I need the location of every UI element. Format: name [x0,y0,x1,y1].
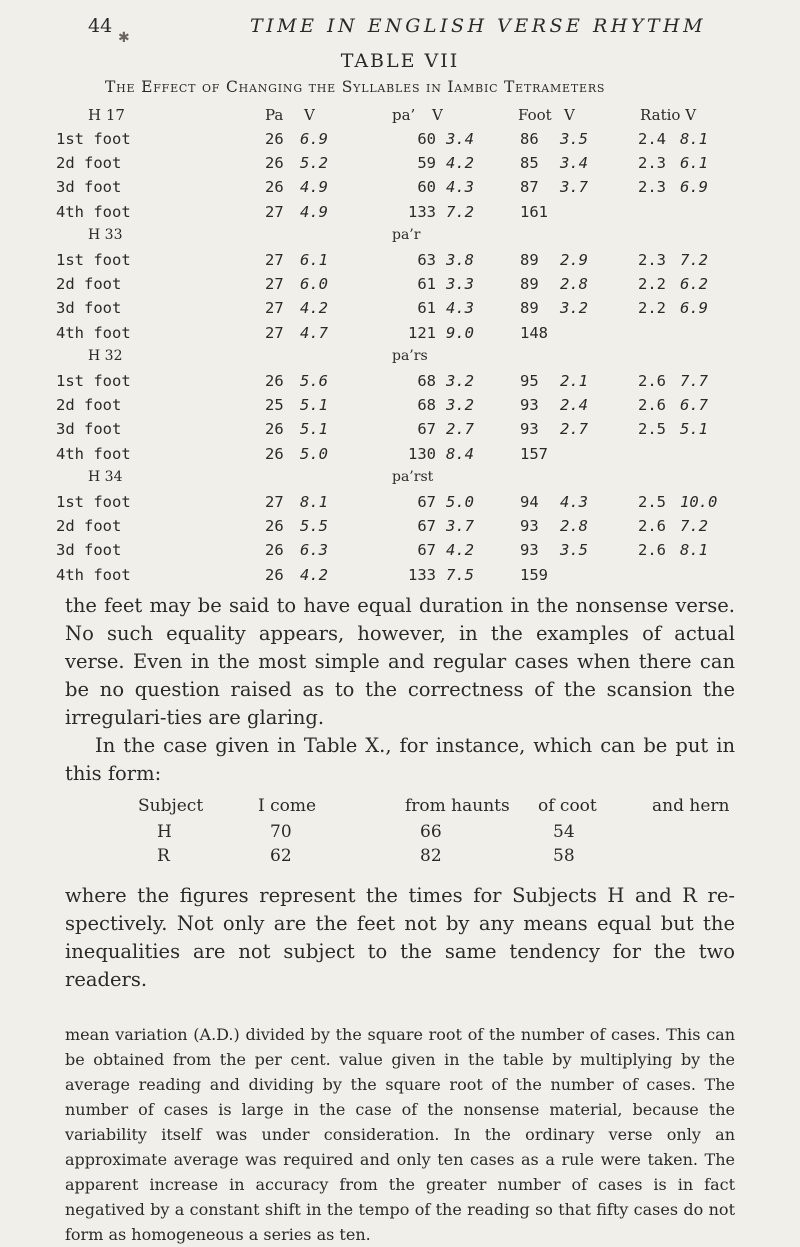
table-cell-r: 2.2 [638,275,666,294]
table-cell-pa2: 130 [408,444,436,463]
table-cell-foot: 3d foot [56,420,122,439]
table-cell-rv: 6.1 [680,154,708,173]
table-cell-v2: 3.7 [446,517,474,536]
table-cell-rv: 6.2 [680,275,708,294]
table-cell-foot: 4th foot [56,565,131,584]
table-cell-v2: 4.2 [446,154,474,173]
table-cell-f: 157 [520,444,548,463]
table-cell-pa2: 133 [408,565,436,584]
table-cell-foot: 1st foot [56,251,131,269]
table-cell-pa2: 67 [417,517,436,536]
group-label: H 32 [88,347,123,364]
table-cell-v3: 2.1 [560,372,588,390]
group-label: H 33 [88,226,123,243]
table-label: TABLE VII [340,50,460,72]
table-cell-f: 161 [520,202,548,221]
table-cell-rv: 8.1 [680,130,708,148]
table-cell-f: 89 [520,275,539,294]
example-row-h-3: 54 [553,822,575,842]
table-cell-pa: 27 [265,323,284,342]
table-cell-pa: 27 [265,275,284,294]
table-cell-v1: 5.1 [300,396,328,415]
table-cell-foot: 4th foot [56,202,131,221]
body-paragraph-3-wrap [65,882,735,994]
table-cell-v2: 4.2 [446,541,474,560]
group-label: H 34 [88,468,123,485]
table-cell-rv: 6.9 [680,178,708,197]
table-cell-r: 2.6 [638,372,666,390]
table-cell-v2: 4.3 [446,178,474,197]
example-row-r-1: 62 [270,846,292,866]
running-head: TIME IN ENGLISH VERSE RHYTHM [250,15,707,37]
col-header-v3: V [564,106,575,124]
example-row-r-3: 58 [553,846,575,866]
table-cell-pa: 26 [265,444,284,463]
group-sublabel: pa’rst [392,468,434,485]
table-cell-v2: 3.4 [446,130,474,148]
table-cell-rv: 6.7 [680,396,708,415]
table-cell-foot: 4th foot [56,444,131,463]
table-cell-v1: 5.6 [300,372,328,390]
table-cell-v3: 4.3 [560,493,588,511]
table-cell-rv: 6.9 [680,299,708,318]
table-cell-r: 2.6 [638,541,666,560]
table-cell-v1: 6.0 [300,275,328,294]
table-cell-f: 148 [520,323,548,342]
example-header-2: from haunts [405,796,510,816]
table-cell-v3: 3.5 [560,130,588,148]
col-header-v1: V [304,106,315,124]
table-cell-pa2: 60 [417,130,436,148]
col-header-pa: Pa [265,106,284,124]
table-cell-v3: 2.4 [560,396,588,415]
group-sublabel: pa’rs [392,347,428,364]
col-header-subject: H 17 [88,106,125,124]
table-cell-rv: 8.1 [680,541,708,560]
example-row-h-subject: H [157,822,172,842]
table-cell-pa2: 67 [417,420,436,439]
table-cell-pa: 26 [265,565,284,584]
table-cell-f: 93 [520,541,539,560]
footnote-text [65,1022,735,1247]
table-cell-f: 85 [520,154,539,173]
table-cell-pa2: 59 [417,154,436,173]
table-cell-v3: 3.4 [560,154,588,173]
table-cell-r: 2.3 [638,154,666,173]
table-cell-pa2: 68 [417,396,436,415]
table-cell-v3: 2.8 [560,275,588,294]
example-row-r-subject: R [157,846,170,866]
table-cell-f: 93 [520,396,539,415]
table-cell-pa2: 68 [417,372,436,390]
table-cell-pa2: 61 [417,299,436,318]
table-cell-pa: 27 [265,493,284,511]
table-cell-pa: 27 [265,299,284,318]
table-cell-pa: 26 [265,130,284,148]
table-cell-v1: 4.9 [300,202,328,221]
table-cell-f: 94 [520,493,539,511]
table-cell-pa: 26 [265,154,284,173]
table-cell-rv: 10.0 [680,493,718,511]
table-cell-v2: 7.2 [446,202,474,221]
table-cell-foot: 4th foot [56,323,131,342]
table-cell-rv: 7.2 [680,517,708,536]
table-cell-foot: 1st foot [56,493,131,511]
table-cell-foot: 2d foot [56,517,122,536]
table-title: The Effect of Changing the Syllables in Iambic Tetrameters [105,78,606,96]
group-sublabel: pa’r [392,226,421,243]
example-header-subject: Subject [138,796,204,816]
table-cell-v1: 4.2 [300,299,328,318]
table-cell-foot: 1st foot [56,130,131,148]
page-number: 44 [88,15,113,37]
paragraph-2: In the case given in Table X., for instance, which can be put in this form: [65,734,735,785]
margin-mark-icon: ✱ [118,30,130,46]
table-cell-rv: 7.2 [680,251,708,269]
table-cell-v2: 8.4 [446,444,474,463]
table-cell-pa2: 63 [417,251,436,269]
table-cell-v3: 2.9 [560,251,588,269]
table-cell-v2: 4.3 [446,299,474,318]
table-cell-v2: 3.8 [446,251,474,269]
table-cell-v1: 5.1 [300,420,328,439]
table-cell-v2: 2.7 [446,420,474,439]
table-cell-f: 89 [520,299,539,318]
footnote-paragraph: mean variation (A.D.) divided by the square root of the number of cases. This can be obtained from the per cent. value given in the table by multiplying by the average reading and dividing by the square root of the number of cases. The number of cases is large in the case of the nonsense material, because the variability itself was under consideration. In the ordinary verse only an approximate average was required and only ten cases as a rule were taken. The apparent increase in accuracy from the greater number of cases is in fact negatived by a constant shift in the tempo of the reading so that fifty cases do not form as homogeneous a series as ten. [65,1025,735,1244]
col-header-v2: V [432,106,443,124]
table-cell-f: 93 [520,420,539,439]
table-cell-v3: 3.7 [560,178,588,197]
paragraph-3: where the figures represent the times for Subjects H and R re-spectively. Not only are the feet not by any means equal but the inequalities are not subject to the same tendency for the two readers. [65,884,735,991]
table-cell-pa2: 133 [408,202,436,221]
table-cell-foot: 3d foot [56,299,122,318]
table-cell-rv: 7.7 [680,372,708,390]
table-cell-foot: 3d foot [56,541,122,560]
table-cell-v1: 6.9 [300,130,328,148]
example-row-h-2: 66 [420,822,442,842]
table-cell-foot: 1st foot [56,372,131,390]
table-cell-v2: 3.2 [446,396,474,415]
table-cell-f: 89 [520,251,539,269]
col-header-foot: Foot [518,106,552,124]
table-cell-pa: 26 [265,372,284,390]
table-cell-pa: 26 [265,178,284,197]
table-cell-v1: 6.3 [300,541,328,560]
table-cell-pa: 25 [265,396,284,415]
paragraph-1: the feet may be said to have equal duration in the nonsense verse. No such equality appears, however, in the examples of actual verse. Even in the most simple and regular cases when there can be no question raised as to the correctness of the scansion the irregulari-ties are glaring. [65,594,735,729]
example-header-4: and hern [652,796,730,816]
table-cell-foot: 2d foot [56,396,122,415]
table-cell-pa2: 60 [417,178,436,197]
table-cell-pa2: 121 [408,323,436,342]
example-row-r-2: 82 [420,846,442,866]
table-cell-v2: 3.2 [446,372,474,390]
example-header-1: I come [258,796,317,816]
table-cell-pa2: 67 [417,493,436,511]
example-header-3: of coot [538,796,597,816]
table-cell-r: 2.3 [638,251,666,269]
table-cell-v3: 2.8 [560,517,588,536]
table-cell-r: 2.2 [638,299,666,318]
table-cell-pa: 27 [265,251,284,269]
table-cell-r: 2.5 [638,493,666,511]
table-cell-f: 93 [520,517,539,536]
table-cell-pa: 26 [265,541,284,560]
table-cell-r: 2.6 [638,517,666,536]
table-cell-f: 95 [520,372,539,390]
table-cell-f: 159 [520,565,548,584]
table-cell-foot: 2d foot [56,275,122,294]
table-cell-v3: 3.2 [560,299,588,318]
table-cell-pa2: 61 [417,275,436,294]
table-cell-f: 86 [520,130,539,148]
table-cell-pa: 26 [265,420,284,439]
table-cell-v1: 4.7 [300,323,328,342]
table-cell-r: 2.3 [638,178,666,197]
table-cell-r: 2.5 [638,420,666,439]
table-cell-pa2: 67 [417,541,436,560]
table-cell-v2: 5.0 [446,493,474,511]
table-cell-v3: 3.5 [560,541,588,560]
table-cell-v2: 3.3 [446,275,474,294]
example-row-h-1: 70 [270,822,292,842]
table-cell-r: 2.4 [638,130,666,148]
table-cell-v2: 9.0 [446,323,474,342]
table-cell-v1: 5.0 [300,444,328,463]
col-header-pa2: pa’ [392,106,416,124]
table-cell-v1: 4.2 [300,565,328,584]
table-cell-rv: 5.1 [680,420,708,439]
table-cell-pa: 26 [265,517,284,536]
table-cell-v1: 6.1 [300,251,328,269]
table-cell-v1: 5.5 [300,517,328,536]
table-cell-v1: 5.2 [300,154,328,173]
table-cell-foot: 3d foot [56,178,122,197]
table-cell-f: 87 [520,178,539,197]
table-cell-v1: 4.9 [300,178,328,197]
table-cell-foot: 2d foot [56,154,122,173]
table-cell-r: 2.6 [638,396,666,415]
body-paragraphs [65,592,735,788]
table-cell-v2: 7.5 [446,565,474,584]
table-cell-v1: 8.1 [300,493,328,511]
table-cell-v3: 2.7 [560,420,588,439]
table-cell-pa: 27 [265,202,284,221]
col-header-ratio: Ratio V [640,106,697,124]
